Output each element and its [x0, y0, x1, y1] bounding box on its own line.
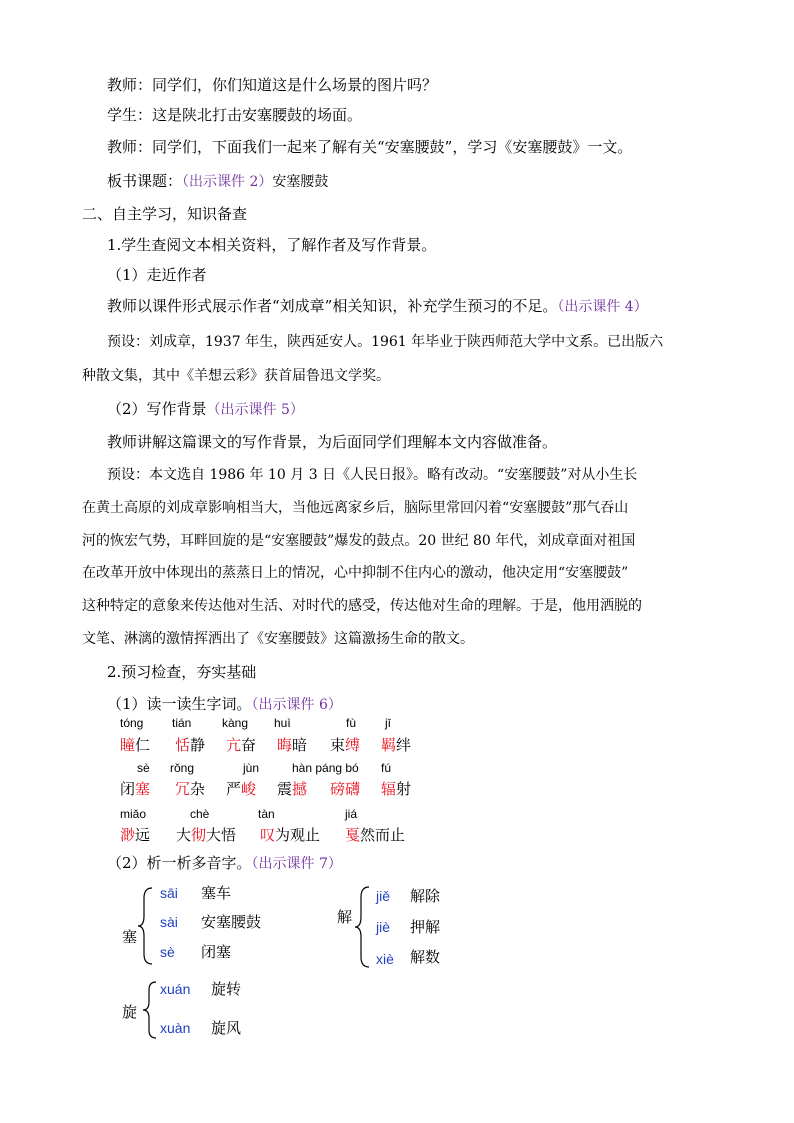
polyphone-heading-line — [107, 856, 342, 871]
vocab-word: 大彻大悟 — [176, 826, 237, 844]
blackboard-title-line — [107, 174, 328, 189]
polyphone-heading: （2）析一析多音字。 — [107, 854, 252, 872]
pinyin: chè — [190, 807, 210, 821]
polyphone-word: 解除 — [410, 887, 441, 905]
polyphone-word: 闭塞 — [201, 943, 232, 961]
vocab-word: 震撼 — [277, 780, 308, 798]
vocab-word: 瞳仁 — [120, 736, 151, 754]
polyphone-word: 押解 — [410, 918, 441, 936]
polyphone-word: 塞车 — [201, 884, 232, 902]
polyphone-word: 解数 — [410, 948, 441, 966]
brace-icon — [136, 886, 156, 966]
vocab-word: 渺远 — [120, 826, 151, 844]
pinyin: jiá — [345, 807, 358, 821]
step-2: 2.预习检查，夯实基础 — [107, 663, 257, 681]
vocab-word: 辐射 — [381, 780, 412, 798]
pinyin: jùn — [243, 761, 260, 775]
author-text-line — [107, 299, 648, 314]
read-heading-line — [107, 697, 342, 712]
preset-bg-line-5: 这种特定的意象来传达他对生活、对时代的感受，传达他对生命的理解。于是，他用洒脱的 — [82, 598, 642, 614]
brace-icon — [353, 885, 373, 969]
preset-bg-line-2: 在黄土高原的刘成章影响相当大，当他远离家乡后，脑际里常回闪着“安塞腰鼓”那气吞山 — [82, 500, 629, 516]
pinyin: tián — [172, 716, 192, 730]
polyphone-pinyin: jiè — [376, 919, 391, 935]
vocab-word: 戛然而止 — [345, 826, 406, 844]
pinyin: tàn — [258, 807, 275, 821]
lesson-title: 安塞腰鼓 — [272, 174, 329, 190]
pinyin: jī — [385, 716, 391, 730]
pinyin: hàn páng bó — [292, 761, 359, 775]
author-heading: （1）走近作者 — [107, 266, 207, 284]
pinyin: rǒng — [170, 761, 195, 775]
vocab-word: 束缚 — [330, 736, 361, 754]
pinyin: sè — [137, 761, 150, 775]
preset-author-line-2: 种散文集，其中《羊想云彩》获首届鲁迅文学奖。 — [82, 368, 390, 384]
polyphone-pinyin: sāi — [160, 885, 178, 901]
blackboard-label: 板书课题： — [107, 172, 183, 190]
vocab-word: 亢奋 — [226, 736, 257, 754]
dialogue-line-2: 学生：这是陕北打击安塞腰鼓的场面。 — [107, 106, 363, 124]
vocab-word: 晦暗 — [277, 736, 308, 754]
dialogue-line-1: 教师：同学们，你们知道这是什么场景的图片吗？ — [107, 76, 438, 94]
pinyin: fú — [381, 761, 392, 775]
vocab-word: 羁绊 — [381, 736, 412, 754]
background-text: 教师讲解这篇课文的写作背景，为后面同学们理解本文内容做准备。 — [107, 433, 558, 451]
preset-bg-line-3: 河的恢宏气势，耳畔回旋的是“安塞腰鼓”爆发的鼓点。20 世纪 80 年代，刘成章面对祖国 — [82, 533, 636, 549]
vocab-word: 严峻 — [226, 780, 257, 798]
vocab-word: 闭塞 — [120, 780, 151, 798]
preset-bg-line-6: 文笔、淋漓的激情挥洒出了《安塞腰鼓》这篇激扬生命的散文。 — [82, 631, 474, 647]
read-heading: （1）读一读生字词。 — [107, 695, 252, 713]
pinyin: tóng — [120, 716, 144, 730]
polyphone-pinyin: sài — [160, 914, 178, 930]
vocab-word: 叹为观止 — [260, 826, 321, 844]
vocab-word: 恬静 — [175, 736, 206, 754]
background-heading: （2）写作背景 — [107, 400, 207, 418]
pinyin: kàng — [222, 716, 249, 730]
polyphone-char: 旋 — [122, 1003, 138, 1021]
polyphone-pinyin: sè — [160, 944, 175, 960]
preset-bg-line-1: 预设：本文选自 1986 年 10 月 3 日《人民日报》。略有改动。“安塞腰鼓”对从小生长 — [107, 467, 638, 483]
background-heading-line — [107, 402, 304, 417]
slide-ref-5: （出示课件 5） — [206, 402, 304, 418]
polyphone-pinyin: jiě — [376, 888, 391, 904]
vocab-word: 磅礴 — [330, 780, 361, 798]
polyphone-word: 旋风 — [211, 1019, 242, 1037]
slide-ref-4: （出示课件 4） — [557, 299, 648, 315]
slide-ref-2: （出示课件 2） — [182, 174, 273, 190]
preset-author-line-1: 预设：刘成章，1937 年生，陕西延安人。1961 年毕业于陕西师范大学中文系。已出版六 — [107, 334, 664, 350]
author-text: 教师以课件形式展示作者“刘成章”相关知识，补充学生预习的不足。 — [107, 297, 558, 315]
vocab-word: 冗杂 — [175, 780, 206, 798]
brace-icon — [140, 980, 160, 1040]
slide-ref-7: （出示课件 7） — [251, 856, 342, 872]
slide-ref-6: （出示课件 6） — [251, 697, 342, 713]
step-1: 1.学生查阅文本相关资料，了解作者及写作背景。 — [107, 236, 437, 254]
polyphone-word: 旋转 — [211, 980, 242, 998]
polyphone-pinyin: xuán — [160, 981, 191, 997]
pinyin: miǎo — [120, 807, 147, 821]
dialogue-line-3: 教师：同学们，下面我们一起来了解有关“安塞腰鼓”，学习《安塞腰鼓》一文。 — [107, 138, 633, 156]
polyphone-char: 解 — [337, 908, 353, 926]
preset-bg-line-4: 在改革开放中体现出的蒸蒸日上的情况，心中抑制不住内心的激动，他决定用“安塞腰鼓” — [82, 565, 629, 581]
polyphone-pinyin: xuàn — [160, 1020, 191, 1036]
pinyin: huì — [274, 716, 291, 730]
section-heading: 二、自主学习，知识备查 — [82, 205, 248, 223]
pinyin: fù — [346, 716, 357, 730]
polyphone-pinyin: xiè — [376, 951, 394, 967]
polyphone-char: 塞 — [122, 928, 138, 946]
polyphone-word: 安塞腰鼓 — [201, 913, 262, 931]
